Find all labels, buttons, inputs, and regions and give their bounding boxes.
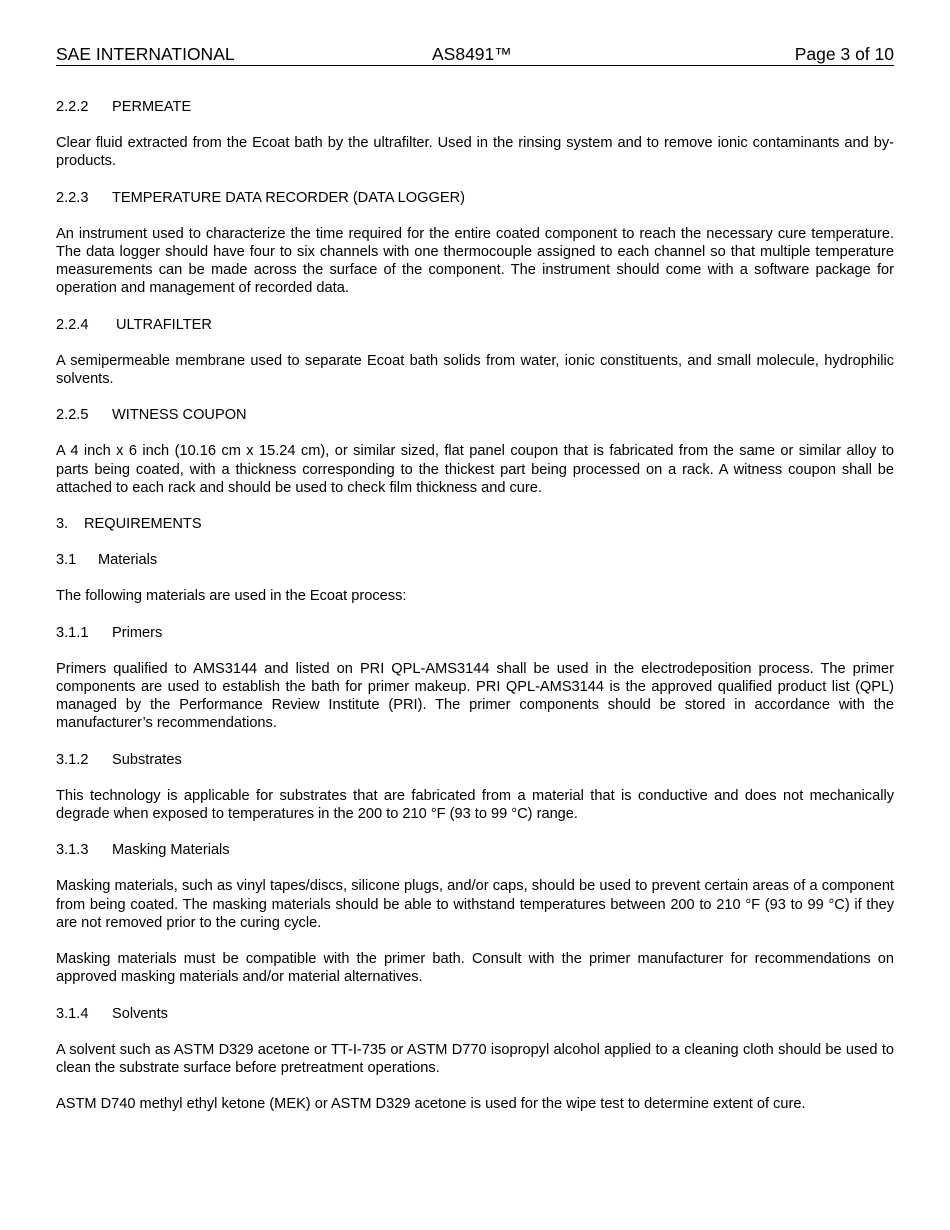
paragraph-materials: The following materials are used in the Ecoat process: [56,588,407,605]
section-number: 2.2.2 [56,99,89,115]
header-document-number: AS8491™ [432,44,512,64]
section-heading-3-1-4 [56,1005,894,1023]
section-number: 2.2.4 [56,316,89,333]
section-heading-3-1-3 [56,841,894,859]
section-heading-3 [56,515,894,533]
section-heading-2-2-3 [56,189,894,207]
section-title: Materials [98,552,158,569]
section-heading-3-1 [56,551,894,569]
section-heading-2-2-4 [56,316,894,334]
section-title: PERMEATE [112,99,192,115]
paragraph-witness-coupon: A 4 inch x 6 inch (10.16 cm x 15.24 cm), or similar sized, flat panel coupon that is fabricated from the same or similar alloy to parts being coated, with a thickness corresponding to the thickest part being processed on a rack. A witness coupon shall be attached to each rack and should be used to check film thickness and cure. [56,443,894,496]
section-number: 2.2.3 [56,189,89,206]
section-number: 2.2.5 [56,407,89,424]
section-title: WITNESS COUPON [112,407,247,424]
section-heading-2-2-5 [56,406,894,424]
section-title: Substrates [112,751,182,768]
paragraph-solvents-1: A solvent such as ASTM D329 acetone or TT-I-735 or ASTM D770 isopropyl alcohol applied to a cleaning cloth should be used to clean the substrate surface before pretreatment operations. [56,1041,894,1076]
section-title: Masking Materials [112,842,230,859]
paragraph-solvents-2: ASTM D740 methyl ethyl ketone (MEK) or ASTM D329 acetone is used for the wipe test to determine extent of cure. [56,1096,806,1113]
header-organization: SAE INTERNATIONAL [56,44,235,64]
paragraph-masking-2: Masking materials must be compatible with the primer bath. Consult with the primer manufacturer for recommendations on approved masking materials and/or material alternatives. [56,951,894,986]
paragraph-primers: Primers qualified to AMS3144 and listed on PRI QPL-AMS3144 shall be used in the electrodeposition process. The primer components are used to establish the bath for primer makeup. PRI QPL-AMS3144 is the approved qualified product list (QPL) managed by the Performance Review Institute (PRI). The primer components should be stored in accordance with the manufacturer’s recommendations. [56,660,894,732]
paragraph-permeate: Clear fluid extracted from the Ecoat bath by the ultrafilter. Used in the rinsing system and to remove ionic contaminants and by-products. [56,135,894,170]
section-title: TEMPERATURE DATA RECORDER (DATA LOGGER) [112,189,465,206]
section-number: 3.1.3 [56,842,89,859]
section-title: ULTRAFILTER [116,316,212,333]
section-number: 3. [56,516,69,533]
section-heading-3-1-2 [56,751,894,769]
section-number: 3.1 [56,552,77,569]
section-number: 3.1.1 [56,624,89,641]
section-title: Primers [112,624,163,641]
page-header [56,44,894,66]
section-heading-3-1-1 [56,624,894,642]
document-body [56,98,894,1131]
section-title: Solvents [112,1005,168,1022]
section-title: REQUIREMENTS [84,516,202,533]
paragraph-substrates: This technology is applicable for substrates that are fabricated from a material that is conductive and does not mechanically degrade when exposed to temperatures in the 200 to 210 °F (93 to 99 °C) range. [56,787,894,823]
section-number: 3.1.4 [56,1005,89,1022]
paragraph-data-logger: An instrument used to characterize the time required for the entire coated component to reach the necessary cure temperature. The data logger should have four to six channels with one thermocouple assigned to each channel so that multiple temperature measurements can be made across the surface of the component. The instrument should come with a software package for operation and management of recorded data. [56,225,894,297]
paragraph-masking-1: Masking materials, such as vinyl tapes/discs, silicone plugs, and/or caps, should be used to prevent certain areas of a component from being coated. The masking materials should be able to withstand temperatures between 200 to 210 °F (93 to 99 °C) if they are not removed prior to the curing cycle. [56,878,894,931]
section-heading-2-2-2 [56,98,894,116]
section-number: 3.1.2 [56,751,89,768]
header-page-number: Page 3 of 10 [794,44,894,64]
paragraph-ultrafilter: A semipermeable membrane used to separate Ecoat bath solids from water, ionic constituents, and small molecule, hydrophilic solvents. [56,352,894,388]
